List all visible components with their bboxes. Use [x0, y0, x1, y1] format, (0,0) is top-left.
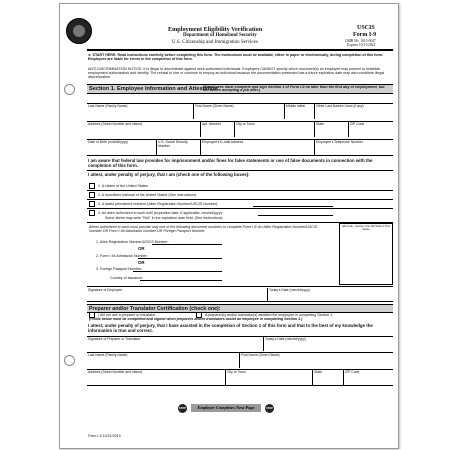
option-permanent-resident[interactable]: [89, 201, 389, 207]
preparer-name-row: [87, 352, 393, 368]
option-citizen[interactable]: [89, 183, 389, 189]
option4-note: Some aliens may write "N/A" in the expiration date field. (See instructions): [105, 216, 223, 220]
field-label: Employee's E-mail Address: [202, 140, 244, 144]
stop-sign-icon: [178, 404, 187, 413]
preparer-signature-field[interactable]: [87, 337, 264, 351]
uscis-label: USCIS: [357, 25, 375, 31]
qr-label: QR Code - Section 1 Do Not Write In This Space: [342, 225, 390, 231]
field-label: Apt. Number: [202, 122, 222, 126]
i94-input[interactable]: [138, 258, 222, 259]
field-label: Middle Initial: [286, 104, 305, 108]
employee-signature-field[interactable]: [87, 288, 268, 302]
name-row: [87, 103, 393, 119]
middle-initial-field[interactable]: [285, 104, 315, 119]
i94-label: 2. Form I-94 Admission Number:: [96, 254, 148, 258]
header-rule: [87, 49, 393, 51]
field-label: Address (Street Number and Name): [88, 370, 143, 374]
last-name-field[interactable]: [87, 104, 194, 119]
field-label: First Name (Given Name): [195, 104, 234, 108]
checkbox[interactable]: [89, 183, 95, 189]
option-noncitizen-national[interactable]: [89, 192, 389, 198]
address-row: [87, 121, 393, 137]
form-number: Form I-9: [353, 32, 377, 38]
employee-signature-row: [87, 286, 393, 302]
preparer-zip-field[interactable]: [344, 370, 393, 385]
form-revision-date: Form I-9 10/21/2019: [88, 434, 121, 438]
preparer-date-field[interactable]: [264, 337, 393, 351]
field-label: Today's Date (mm/dd/yyyy): [265, 337, 306, 341]
field-label: U.S. Social Security Number: [158, 140, 188, 148]
section1-title: Section 1. Employee Information and Attestation: [89, 85, 218, 92]
option-label: I did not use a preparer or translator.: [98, 312, 157, 317]
field-label: Other Last Names Used (if any): [316, 104, 364, 108]
option-label: 4. An alien authorized to work until (expiration date, if applicable, mm/dd/yyyy):: [98, 210, 223, 215]
ssn-field[interactable]: [157, 140, 201, 155]
start-here-text: ► START HERE: Read instructions carefully before completing this form. The instructions must be available, either in paper or electronically, during completion of this form. Employers are liable for errors in the completion of this form.: [88, 53, 384, 62]
field-label: Last Name (Family Name): [88, 104, 128, 108]
state-field[interactable]: [315, 122, 349, 137]
divider: [87, 208, 393, 209]
or-separator: OR: [138, 260, 145, 265]
field-label: State: [316, 122, 324, 126]
other-names-field[interactable]: [315, 104, 393, 119]
qr-code-box: [339, 223, 393, 285]
divider: [87, 170, 393, 171]
alien-instructions: Aliens authorized to work must provide only one of the following document numbers to complete Form I-9: An Alien Registration Number/USCIS Number OR Form I-94 Admission Number OR Foreign Passport Number.: [89, 225, 318, 234]
preparer-last-name-field[interactable]: [87, 353, 240, 368]
field-label: ZIP Code: [345, 370, 360, 374]
passport-label: 3. Foreign Passport Number:: [96, 267, 143, 271]
option-label: 1. A citizen of the United States: [98, 183, 148, 188]
preparer-first-name-field[interactable]: [240, 353, 393, 368]
city-field[interactable]: [235, 122, 315, 137]
awareness-statement: I am aware that federal law provides for imprisonment and/or fines for false statements or use of false documents in connection with the completion of this form.: [88, 158, 373, 168]
option-label: 2. A noncitizen national of the United States (See instructions): [98, 192, 197, 197]
field-label: Date of Birth (mm/dd/yyyy): [88, 140, 129, 144]
anti-discrimination-text: ANTI-DISCRIMINATION NOTICE: It is illegal to discriminate against work-authorized individuals. Employers CANNOT specify which document(s) an employee may present to establish employment authorization and identity. The refusal to hire or continue to employ an individual because the documentation presented has a future expiration date may also constitute illegal discrimination.: [88, 67, 385, 80]
preparer-city-field[interactable]: [226, 370, 313, 385]
preparer-signature-row: [87, 336, 393, 351]
punch-hole: [64, 84, 75, 95]
field-label: Signature of Preparer or Translator: [88, 337, 141, 341]
punch-hole: [64, 355, 75, 366]
divider: [87, 190, 393, 191]
dob-field[interactable]: [87, 140, 157, 155]
apt-number-field[interactable]: [201, 122, 235, 137]
field-label: Address (Street Number and Name): [88, 122, 143, 126]
alien-number-line[interactable]: [253, 206, 333, 207]
field-label: City or Town: [236, 122, 255, 126]
field-label: ZIP Code: [350, 122, 365, 126]
option-label: A preparer(s) and/or translator(s) assisted the employee in completing Section 1.: [205, 312, 334, 317]
zip-field[interactable]: [349, 122, 393, 137]
field-label: State: [314, 370, 322, 374]
preparer-note: (Fields below must be completed and signed when preparers and/or translators assist an employee in completing Section 1.): [89, 317, 303, 321]
preparer-address-field[interactable]: [87, 370, 226, 385]
next-page-banner: Employer Completes Next Page: [191, 404, 261, 412]
preparer-state-field[interactable]: [313, 370, 344, 385]
stop-label: STOP: [265, 407, 273, 410]
alien-number-input[interactable]: [152, 244, 222, 245]
preparer-title: Preparer and/or Translator Certification (check one):: [89, 305, 221, 312]
agency: U.S. Citizenship and Immigration Services: [172, 40, 258, 45]
checkbox[interactable]: [89, 192, 95, 198]
field-label: Employee's Telephone Number: [316, 140, 363, 144]
field-label: Signature of Employee: [88, 288, 123, 292]
section1-note: (Employees must complete and sign Section 1 of Form I-9 no later than the first day of employment, but not before accepting a job offer.): [203, 84, 385, 93]
department: Department of Homeland Security: [183, 33, 257, 38]
field-label: City or Town: [227, 370, 246, 374]
alien-number-label: 1. Alien Registration Number/USCIS Number:: [96, 240, 169, 244]
preparer-address-row: [87, 369, 393, 386]
stop-sign-icon: [265, 404, 274, 413]
telephone-field[interactable]: [315, 140, 393, 155]
passport-input[interactable]: [133, 271, 222, 272]
dhs-seal-icon: [66, 18, 92, 44]
attestation-prompt: I attest, under penalty of perjury, that I am (check one of the following boxes):: [88, 172, 250, 177]
divider: [87, 199, 393, 200]
address-field[interactable]: [87, 122, 201, 137]
country-label: Country of Issuance:: [110, 276, 143, 280]
stop-label: STOP: [178, 407, 186, 410]
checkbox[interactable]: [89, 210, 95, 216]
field-label: Today's Date (mm/dd/yyyy): [269, 288, 310, 292]
preparer-attestation: I attest, under penalty of perjury, that I have assisted in the completion of Section 1 of this form and that to the best of my knowledge the information is true and correct.: [88, 323, 373, 333]
contact-row: [87, 139, 393, 156]
employee-date-field[interactable]: [268, 288, 393, 302]
omb-number: OMB No. 1615-0047: [345, 39, 376, 43]
checkbox[interactable]: [89, 201, 95, 207]
form-title: Employment Eligibility Verification: [168, 26, 263, 33]
email-field[interactable]: [201, 140, 315, 155]
country-input[interactable]: [140, 280, 222, 281]
section1-header: [87, 84, 393, 94]
option-label: 3. A lawful permanent resident (Alien Registration Number/USCIS Number):: [98, 201, 219, 206]
field-label: Last Name (Family Name): [88, 353, 128, 357]
expiration: Expires 10/31/2022: [347, 43, 376, 47]
or-separator: OR: [138, 246, 145, 251]
field-label: First Name (Given Name): [241, 353, 280, 357]
first-name-field[interactable]: [194, 104, 285, 119]
